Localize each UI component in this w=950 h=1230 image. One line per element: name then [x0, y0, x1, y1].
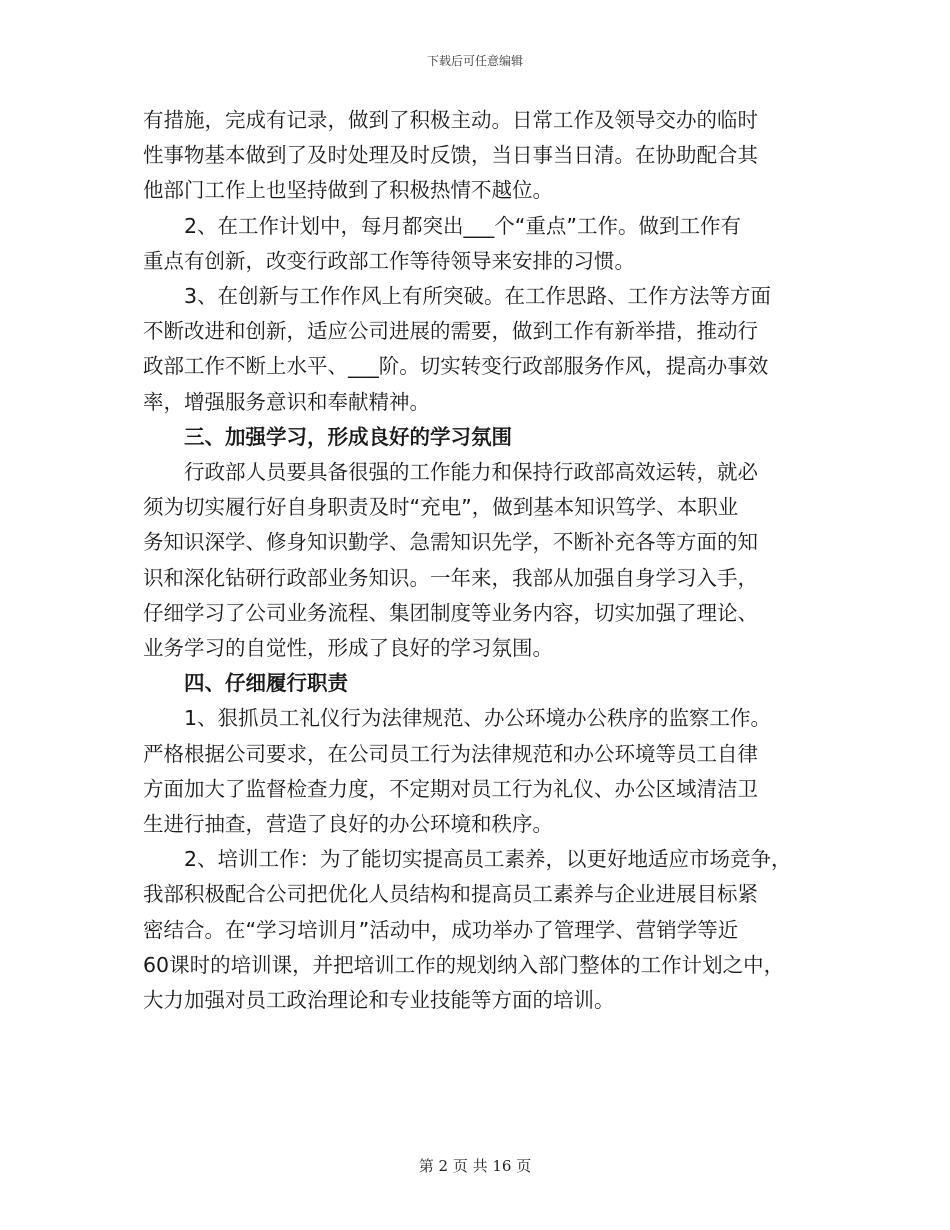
page-header: 下载后可任意编辑 — [426, 54, 523, 68]
body-line: 务知识深学、修身知识勤学、急需知识先学，不断补充各等方面的知 — [143, 530, 758, 555]
body-line: 业务学习的自觉性，形成了良好的学习氛围。 — [143, 636, 553, 661]
body-line: 我部积极配合公司把优化人员结构和提高员工素养与企业进展目标紧 — [143, 882, 758, 907]
section-heading: 三、加强学习，形成良好的学习氛围 — [184, 424, 512, 449]
body-line: 1、狠抓员工礼仪行为法律规范、办公环境办公秩序的监察工作。 — [184, 706, 772, 731]
body-line: 密结合。在“学习培训月”活动中，成功举办了管理学、营销学等近 — [143, 917, 739, 942]
body-line: 生进行抽查，营造了良好的办公环境和秩序。 — [143, 812, 553, 837]
body-line: 2、培训工作：为了能切实提高员工素养，以更好地适应市场竞争， — [184, 847, 792, 872]
body-line: 3、在创新与工作作风上有所突破。在工作思路、工作方法等方面 — [184, 284, 772, 309]
body-line: 60课时的培训课，并把培训工作的规划纳入部门整体的工作计划之中， — [143, 952, 785, 977]
body-line: 严格根据公司要求，在公司员工行为法律规范和办公环境等员工自律 — [143, 741, 758, 766]
body-line: 政部工作不断上水平、___阶。切实转变行政部服务作风，提高办事效 — [143, 354, 769, 379]
section-heading: 四、仔细履行职责 — [184, 671, 348, 696]
body-line: 2、在工作计划中，每月都突出___个“重点”工作。做到工作有 — [184, 213, 742, 238]
body-line: 重点有创新，改变行政部工作等待领导来安排的习惯。 — [143, 248, 635, 273]
body-line: 仔细学习了公司业务流程、集团制度等业务内容，切实加强了理论、 — [143, 600, 758, 625]
body-line: 不断改进和创新，适应公司进展的需要，做到工作有新举措，推动行 — [143, 319, 758, 344]
body-line: 行政部人员要具备很强的工作能力和保持行政部高效运转，就必 — [184, 460, 758, 485]
body-line: 性事物基本做到了及时处理及时反馈，当日事当日清。在协助配合其 — [143, 143, 758, 168]
body-line: 须为切实履行好自身职责及时“充电”，做到基本知识笃学、本职业 — [143, 495, 739, 520]
body-line: 他部门工作上也坚持做到了积极热情不越位。 — [143, 178, 553, 203]
page-footer: 第 2 页 共 16 页 — [418, 1157, 532, 1175]
document-body — [143, 103, 813, 1018]
body-line: 有措施，完成有记录，做到了积极主动。日常工作及领导交办的临时 — [143, 108, 758, 132]
body-line: 识和深化钻研行政部业务知识。一年来，我部从加强自身学习入手， — [143, 565, 758, 590]
body-line: 大力加强对员工政治理论和专业技能等方面的培训。 — [143, 988, 615, 1013]
body-line: 方面加大了监督检查力度，不定期对员工行为礼仪、办公区域清洁卫 — [143, 776, 758, 801]
body-line: 率，增强服务意识和奉献精神。 — [143, 389, 430, 414]
